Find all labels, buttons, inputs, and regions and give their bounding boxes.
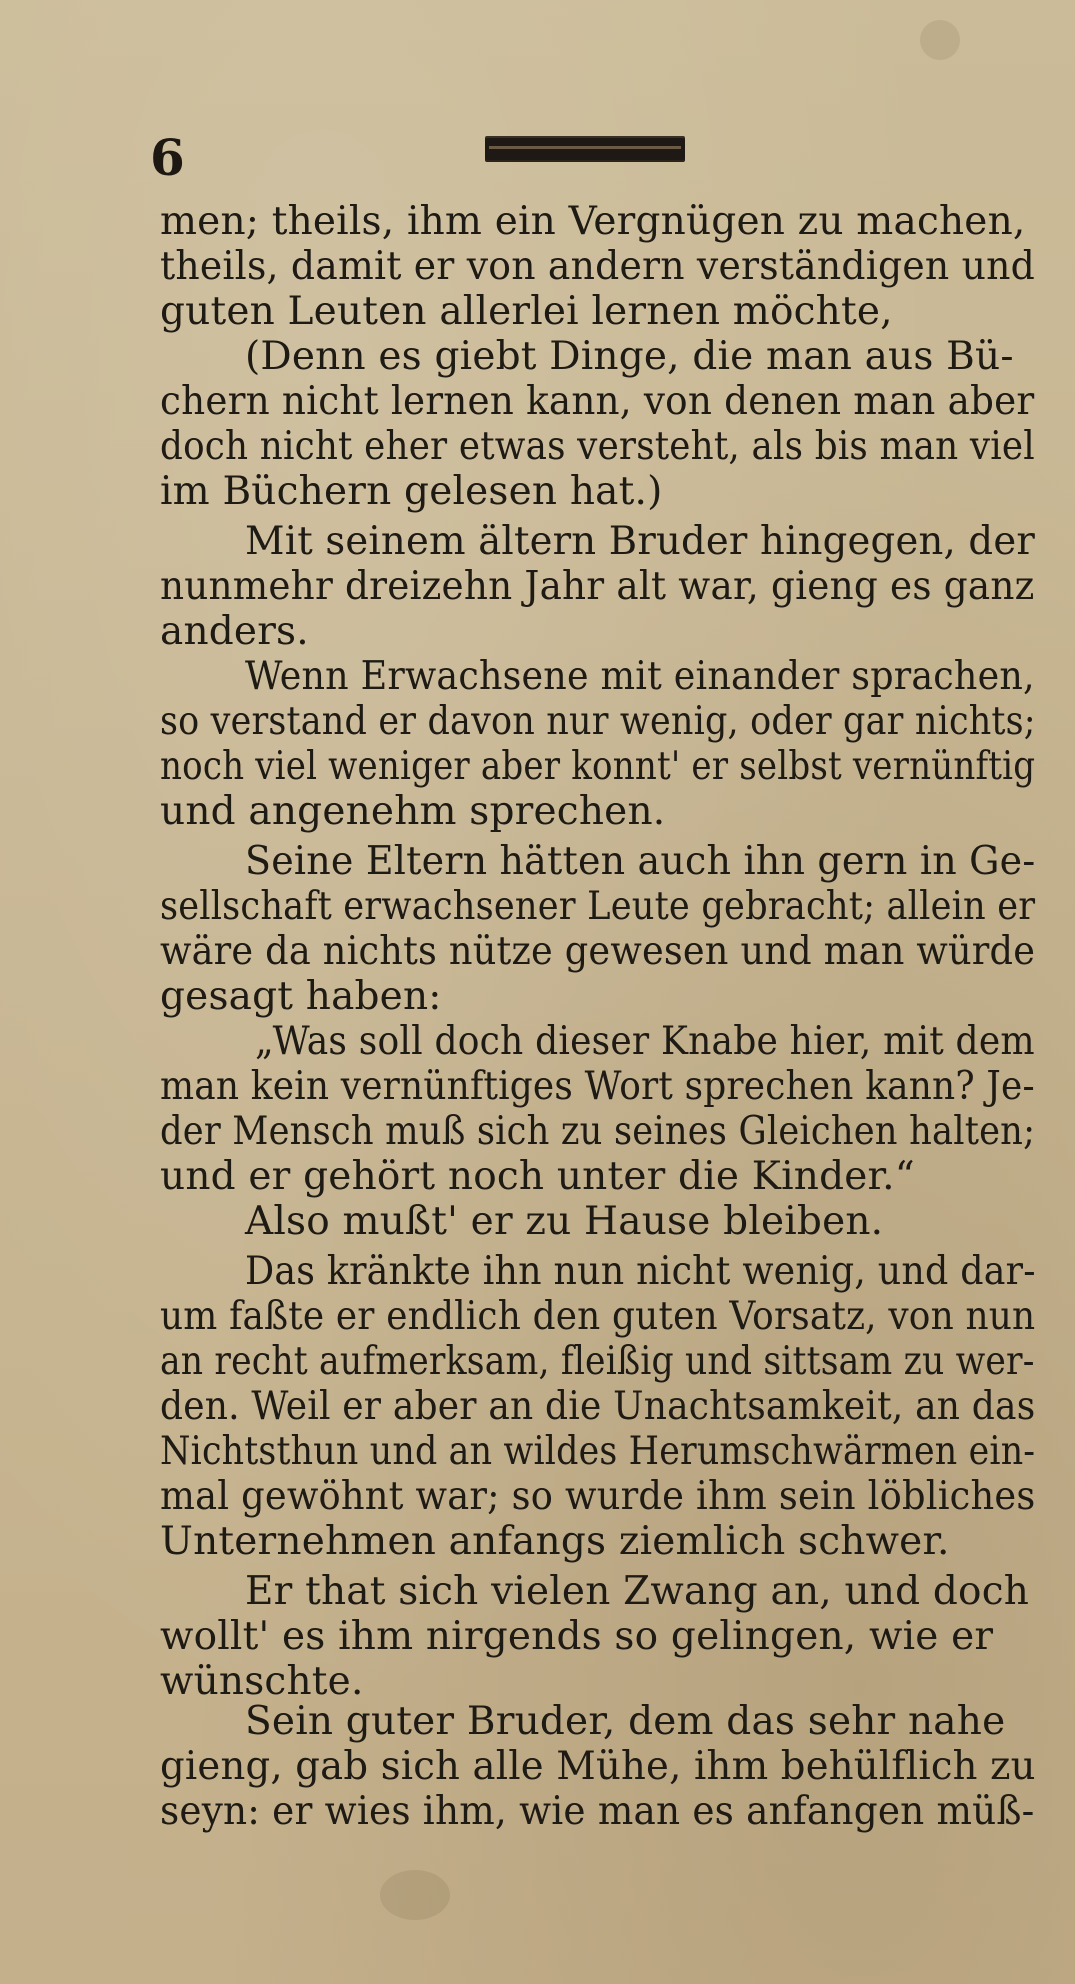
text-line: men; theils, ihm ein Vergnügen zu machen,	[160, 199, 1026, 244]
text-line: gieng, gab sich alle Mühe, ihm behülflich zu	[160, 1744, 1036, 1789]
text-line: im Büchern gelesen hat.)	[160, 469, 663, 514]
text-line: gesagt haben:	[160, 974, 442, 1019]
text-line: und angenehm sprechen.	[160, 789, 666, 834]
text-line: theils, damit er von andern verständigen und	[160, 244, 1035, 289]
text-line: wollt' es ihm nirgends so gelingen, wie er	[160, 1614, 994, 1659]
text-line: den. Weil er aber an die Unachtsamkeit, an das	[160, 1384, 1036, 1429]
text-line: doch nicht eher etwas versteht, als bis man viel	[160, 424, 1035, 469]
text-line: Seine Eltern hätten auch ihn gern in Ge-	[245, 839, 1036, 884]
text-line: „Was soll doch dieser Knabe hier, mit dem	[255, 1019, 1035, 1064]
text-line: Das kränkte ihn nun nicht wenig, und dar-	[245, 1249, 1036, 1294]
text-line: wünschte.	[160, 1659, 364, 1704]
text-line: Also mußt' er zu Hause bleiben.	[245, 1199, 884, 1244]
text-line: Unternehmen anfangs ziemlich schwer.	[160, 1519, 950, 1564]
text-line: chern nicht lernen kann, von denen man aber	[160, 379, 1035, 424]
text-line: so verstand er davon nur wenig, oder gar nichts;	[160, 699, 1036, 744]
text-line: (Denn es giebt Dinge, die man aus Bü-	[245, 334, 1014, 379]
text-line: Nichtsthun und an wildes Herumschwärmen ein-	[160, 1429, 1036, 1474]
page-number: 6	[150, 128, 185, 187]
text-line: man kein vernünftiges Wort sprechen kann? Je-	[160, 1064, 1035, 1109]
text-line: guten Leuten allerlei lernen möchte,	[160, 289, 893, 334]
text-line: Sein guter Bruder, dem das sehr nahe	[245, 1699, 1006, 1744]
text-line: der Mensch muß sich zu seines Gleichen halten;	[160, 1109, 1036, 1154]
text-line: und er gehört noch unter die Kinder.“	[160, 1154, 915, 1199]
text-line: anders.	[160, 609, 309, 654]
text-line: sellschaft erwachsener Leute gebracht; allein er	[160, 884, 1036, 929]
text-line: Wenn Erwachsene mit einander sprachen,	[245, 654, 1035, 699]
text-line: mal gewöhnt war; so wurde ihm sein löbliches	[160, 1474, 1036, 1519]
text-line: Mit seinem ältern Bruder hingegen, der	[245, 519, 1035, 564]
text-line: wäre da nichts nütze gewesen und man würde	[160, 929, 1036, 974]
text-line: nunmehr dreizehn Jahr alt war, gieng es ganz	[160, 564, 1035, 609]
text-line: an recht aufmerksam, fleißig und sittsam zu wer-	[160, 1339, 1035, 1384]
text-line: Er that sich vielen Zwang an, und doch	[245, 1569, 1030, 1614]
text-line: noch viel weniger aber konnt' er selbst vernünftig	[160, 744, 1036, 789]
text-line: seyn: er wies ihm, wie man es anfangen müß-	[160, 1789, 1035, 1834]
text-line: um faßte er endlich den guten Vorsatz, von nun	[160, 1294, 1036, 1339]
